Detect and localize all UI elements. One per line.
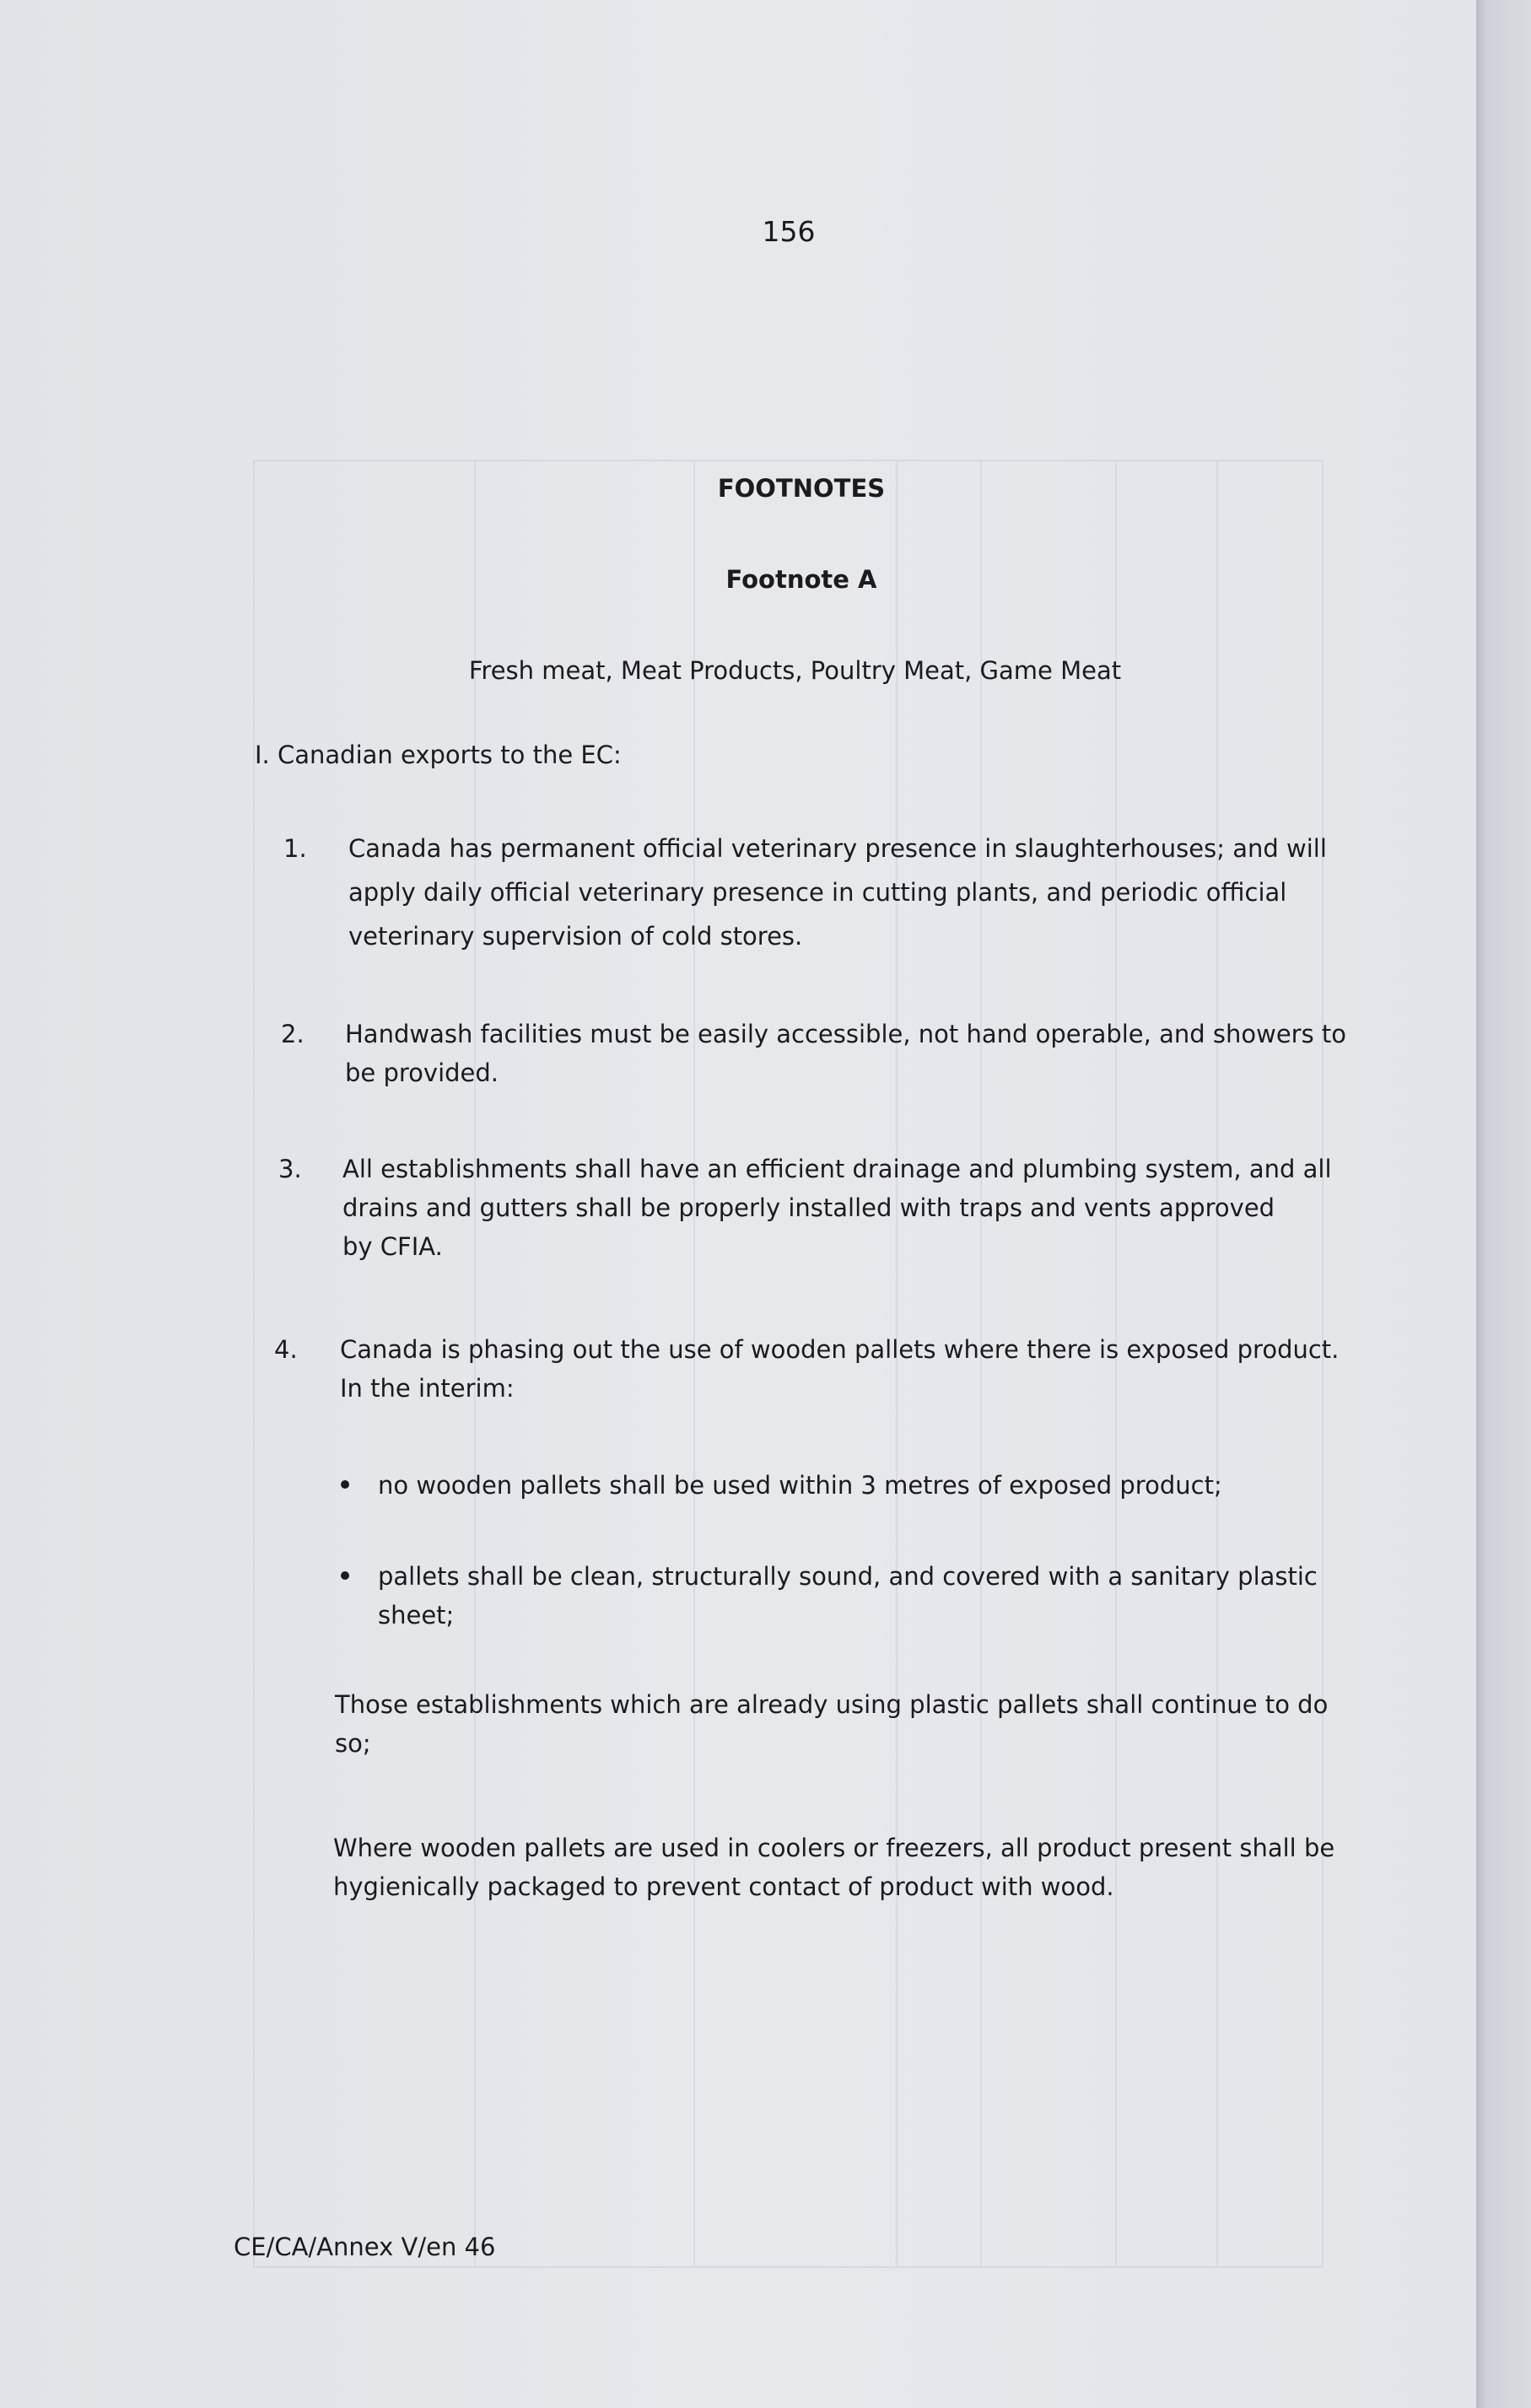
list-item bbox=[274, 1328, 1371, 1420]
item-line: by CFIA. bbox=[342, 1232, 443, 1261]
item-line: Handwash facilities must be easily accessible, not hand operable, and showers to bbox=[345, 1020, 1347, 1048]
page-number: 156 bbox=[762, 215, 816, 248]
section-heading: I. Canadian exports to the EC: bbox=[255, 741, 622, 769]
bullet-dot-icon bbox=[341, 1571, 349, 1580]
item-line: Canada is phasing out the use of wooden pallets where there is exposed product. bbox=[340, 1335, 1340, 1364]
item-line: All establishments shall have an efficient drainage and plumbing system, and all bbox=[342, 1155, 1332, 1183]
item-line: be provided. bbox=[345, 1059, 499, 1087]
item-number: 1. bbox=[283, 834, 307, 863]
paragraph bbox=[335, 1685, 1328, 1763]
item-number: 2. bbox=[281, 1020, 305, 1048]
bullet-item bbox=[341, 1557, 1353, 1638]
paragraph-line: Where wooden pallets are used in coolers or freezers, all product present shall be bbox=[333, 1834, 1335, 1862]
item-line: Canada has permanent official veterinary presence in slaughterhouses; and will bbox=[348, 834, 1327, 863]
paragraph-line: Those establishments which are already using plastic pallets shall continue to do bbox=[335, 1690, 1329, 1719]
page-binding-edge bbox=[1476, 0, 1531, 2408]
bullet-dot-icon bbox=[341, 1480, 349, 1489]
item-number: 3. bbox=[278, 1155, 302, 1183]
list-item bbox=[283, 827, 1380, 962]
item-number: 4. bbox=[274, 1335, 298, 1364]
paragraph bbox=[333, 1829, 1334, 1906]
page-title: FOOTNOTES bbox=[717, 474, 886, 503]
item-line: veterinary supervision of cold stores. bbox=[348, 922, 803, 951]
paragraph-line: hygienically packaged to prevent contact of product with wood. bbox=[333, 1872, 1114, 1901]
footnote-subject: Fresh meat, Meat Products, Poultry Meat, Game Meat bbox=[468, 656, 1122, 685]
bullet-line: sheet; bbox=[378, 1601, 455, 1630]
item-line: drains and gutters shall be properly installed with traps and vents approved bbox=[342, 1193, 1275, 1222]
list-item bbox=[278, 1147, 1375, 1282]
footnote-heading: Footnote A bbox=[725, 565, 877, 594]
item-line: apply daily official veterinary presence in cutting plants, and periodic official bbox=[348, 878, 1287, 907]
item-line: In the interim: bbox=[340, 1374, 515, 1403]
bullet-item bbox=[341, 1466, 1353, 1508]
paragraph-line: so; bbox=[335, 1729, 371, 1758]
bullet-line: no wooden pallets shall be used within 3 metres of exposed product; bbox=[378, 1471, 1222, 1500]
bullet-line: pallets shall be clean, structurally sound, and covered with a sanitary plastic bbox=[378, 1562, 1318, 1591]
list-item bbox=[281, 1012, 1377, 1105]
document-reference: CE/CA/Annex V/en 46 bbox=[234, 2233, 496, 2261]
